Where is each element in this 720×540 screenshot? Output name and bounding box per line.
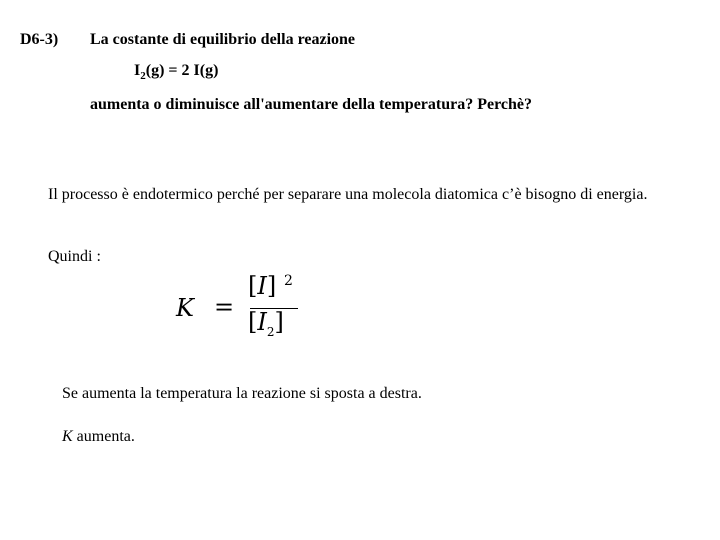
reaction-rest: (g) = 2 I(g) <box>145 62 219 79</box>
reaction-left-subscript: 2 <box>140 70 146 83</box>
numerator-var: I <box>257 272 267 300</box>
formula-exponent: 2 <box>284 273 293 289</box>
formula-denominator <box>248 308 284 339</box>
denominator-var: I <box>257 308 267 336</box>
conclusion-k: K <box>62 428 73 445</box>
denominator-open-bracket: [ <box>248 308 258 336</box>
question-text-line3: aumenta o diminuisce all'aumentare della temperatura? Perchè? <box>90 96 533 113</box>
conclusion-line2 <box>62 428 135 446</box>
question-number: D6-3) <box>20 31 59 48</box>
quindi-label: Quindi : <box>48 248 101 265</box>
reaction-equation <box>134 62 218 82</box>
answer-paragraph: Il processo è endotermico perché per separare una molecola diatomica c’è bisogno di energia. <box>48 186 648 203</box>
numerator-open-bracket: [ <box>248 272 258 300</box>
question-text-line1: La costante di equilibrio della reazione <box>90 31 356 48</box>
conclusion-rest: aumenta. <box>72 428 135 445</box>
formula-equals: = <box>214 293 235 321</box>
denominator-subscript: 2 <box>266 324 275 339</box>
conclusion-line1: Se aumenta la temperatura la reazione si sposta a destra. <box>62 385 422 402</box>
formula-k: K <box>176 294 194 322</box>
equilibrium-constant-formula <box>172 270 312 350</box>
formula-numerator <box>248 272 276 300</box>
reaction-left-species: I <box>134 62 141 79</box>
denominator-close-bracket: ] <box>274 308 284 336</box>
numerator-close-bracket: ] <box>266 272 277 300</box>
